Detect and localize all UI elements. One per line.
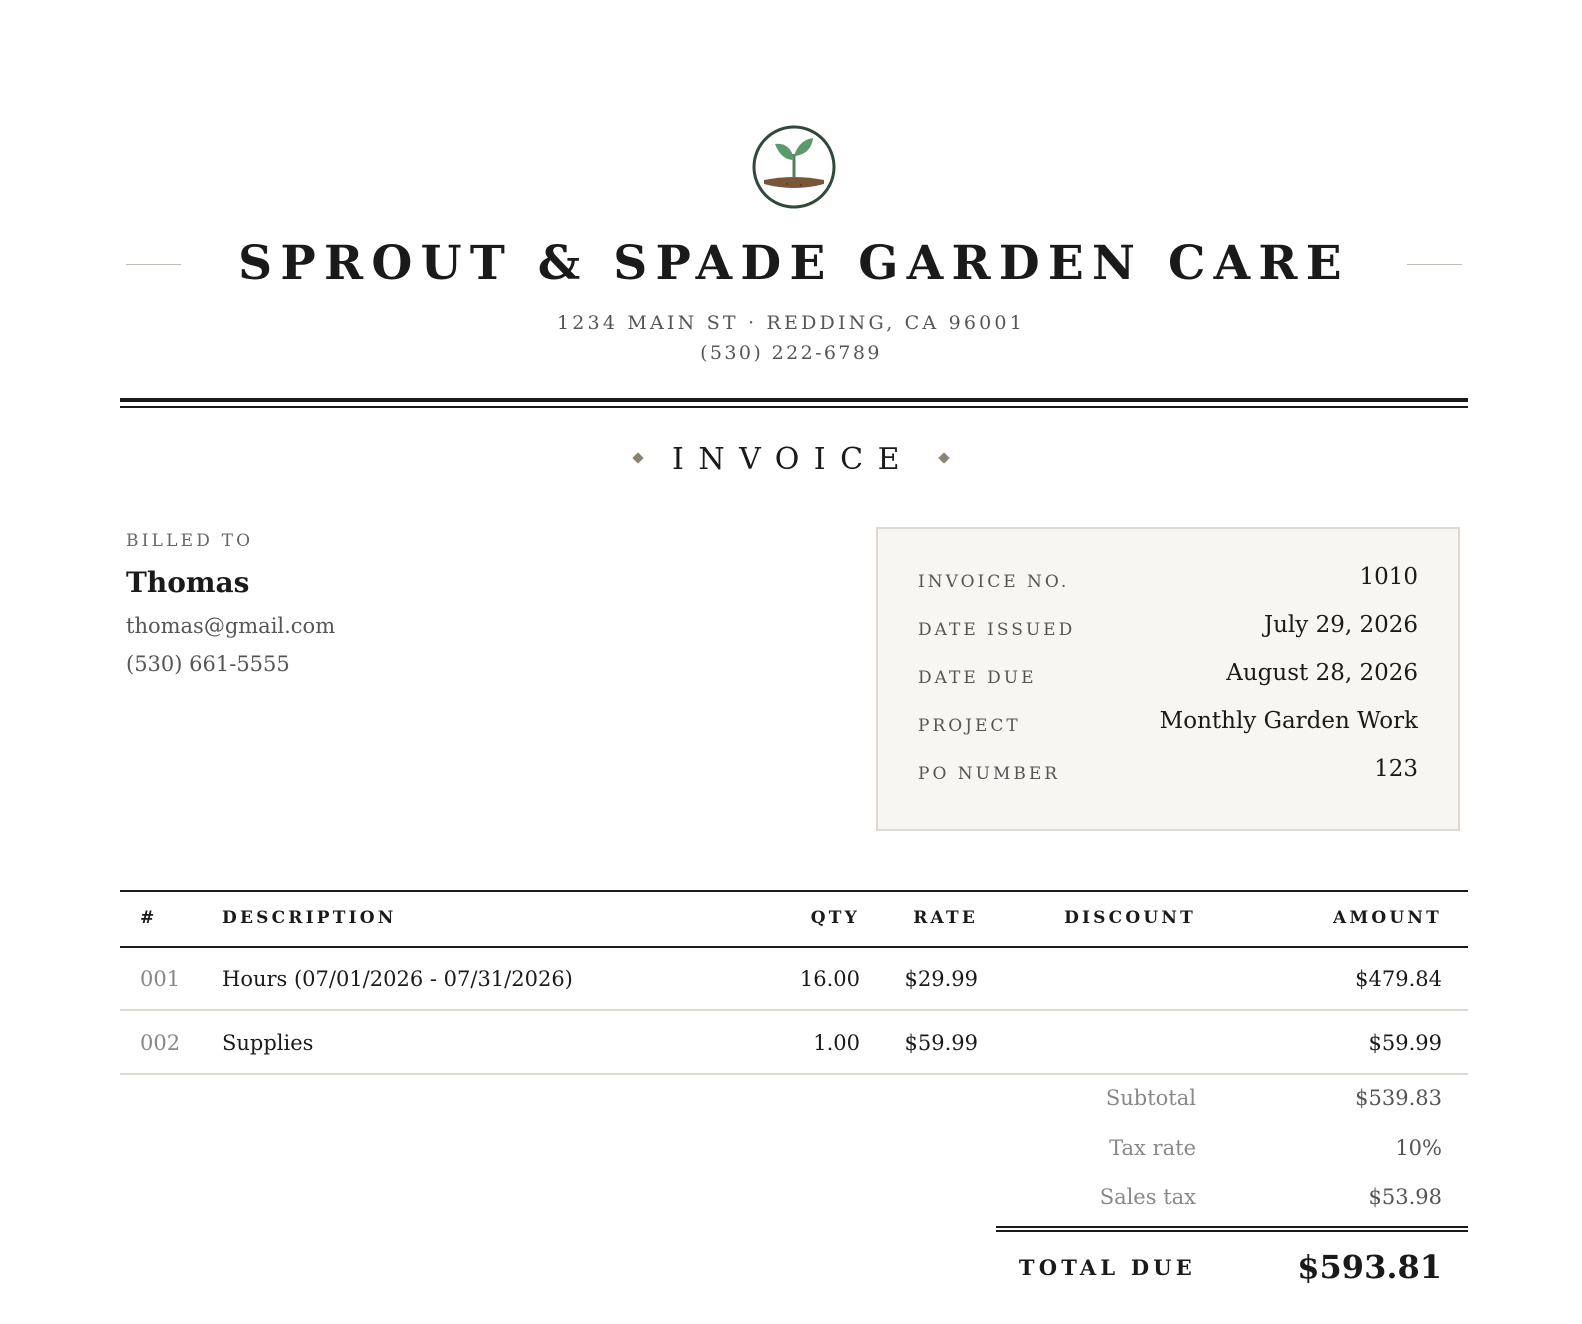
diamond-ornament-left	[632, 452, 643, 463]
table-row-2-description: Supplies	[222, 1031, 314, 1055]
tax-rate-value: 10%	[1395, 1136, 1442, 1160]
project-row	[918, 708, 1418, 738]
date-due-value: August 28, 2026	[1226, 660, 1418, 686]
table-row-2-rate: $59.99	[904, 1031, 978, 1055]
po-number-row	[918, 756, 1418, 786]
tax-rate-label: Tax rate	[1109, 1136, 1196, 1160]
table-top-rule	[120, 890, 1468, 892]
company-name: SPROUT & SPADE GARDEN CARE	[238, 236, 1350, 291]
sales-tax-label: Sales tax	[1099, 1185, 1196, 1209]
invoice-number-value: 1010	[1359, 564, 1418, 590]
row-divider-2	[120, 1073, 1468, 1075]
table-row-2-amount: $59.99	[1368, 1031, 1442, 1055]
invoice-details-panel	[876, 527, 1460, 831]
header-divider	[120, 398, 1468, 408]
column-header-rate: RATE	[913, 908, 978, 928]
table-row-1-number: 001	[140, 967, 181, 991]
client-phone: (530) 661-5555	[126, 652, 290, 676]
table-row-1-description: Hours (07/01/2026 - 07/31/2026)	[222, 967, 573, 991]
date-issued-label: DATE ISSUED	[918, 620, 1076, 640]
billed-to-label: BILLED TO	[126, 531, 254, 551]
date-due-label: DATE DUE	[918, 668, 1037, 688]
table-row-1-amount: $479.84	[1355, 967, 1442, 991]
table-row-1-qty: 16.00	[799, 967, 860, 991]
total-due-value: $593.81	[1297, 1248, 1442, 1286]
table-row-2-qty: 1.00	[813, 1031, 860, 1055]
po-number-label: PO NUMBER	[918, 764, 1061, 784]
title-rule-right	[1407, 264, 1462, 265]
company-phone: (530) 222-6789	[700, 342, 882, 364]
sales-tax-value: $53.98	[1368, 1185, 1442, 1209]
total-due-label: TOTAL DUE	[1018, 1255, 1196, 1280]
po-number-value: 123	[1374, 756, 1418, 782]
date-due-row	[918, 660, 1418, 690]
column-header-description: DESCRIPTION	[222, 908, 397, 928]
seedling-icon	[751, 124, 837, 210]
company-address: 1234 MAIN ST · REDDING, CA 96001	[556, 312, 1026, 334]
total-divider	[996, 1226, 1468, 1232]
invoice-number-label: INVOICE NO.	[918, 572, 1070, 592]
row-divider-1	[120, 1009, 1468, 1011]
table-row-1-rate: $29.99	[904, 967, 978, 991]
document-heading	[0, 440, 1582, 480]
subtotal-value: $539.83	[1355, 1086, 1442, 1110]
column-header-discount: DISCOUNT	[1064, 908, 1196, 928]
column-header-number: #	[140, 908, 158, 928]
column-header-qty: QTY	[810, 908, 860, 928]
date-issued-row	[918, 612, 1418, 642]
diamond-ornament-right	[938, 452, 949, 463]
project-label: PROJECT	[918, 716, 1021, 736]
column-header-amount: AMOUNT	[1332, 908, 1442, 928]
document-title: INVOICE	[671, 442, 915, 477]
client-email: thomas@gmail.com	[126, 614, 336, 638]
invoice-number-row	[918, 564, 1418, 594]
table-row-2-number: 002	[140, 1031, 181, 1055]
company-header	[120, 236, 1468, 292]
table-header-rule	[120, 946, 1468, 948]
client-name: Thomas	[126, 566, 250, 599]
date-issued-value: July 29, 2026	[1263, 612, 1418, 638]
subtotal-label: Subtotal	[1105, 1086, 1196, 1110]
project-value: Monthly Garden Work	[1159, 708, 1418, 734]
